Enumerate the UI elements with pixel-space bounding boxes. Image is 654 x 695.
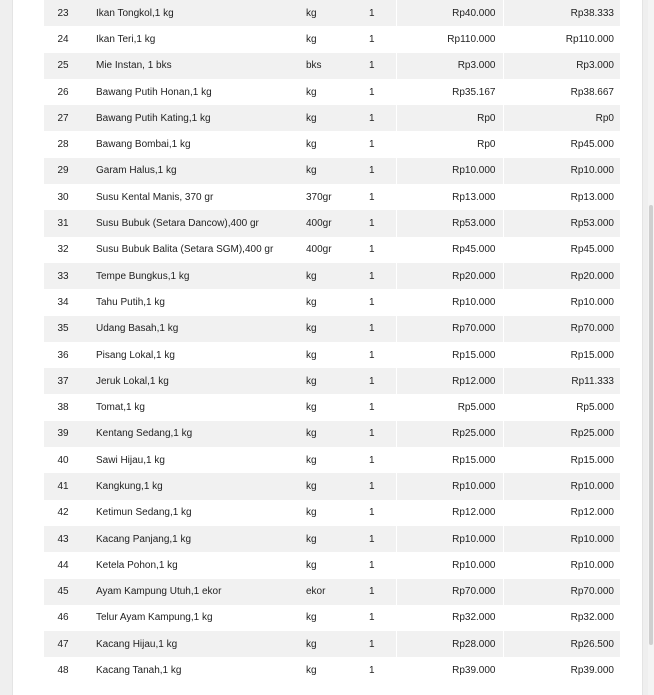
item-quantity: 1 [368,296,375,308]
item-quantity: 1 [368,507,375,519]
price-second: Rp10.000 [503,473,620,499]
scrollbar-thumb[interactable] [649,205,653,645]
item-name: Susu Bubuk (Setara Dancow),400 gr [82,210,304,236]
row-number: 45 [44,579,82,605]
price-table [44,0,620,684]
item-quantity: 1 [348,526,396,552]
table-row [44,316,620,342]
item-name: Kacang Panjang,1 kg [82,526,304,552]
item-name: Susu Bubuk Balita (Setara SGM),400 gr [96,244,274,256]
item-quantity: 1 [368,349,375,361]
table-row [44,237,620,263]
price-second: Rp70.000 [503,579,620,605]
table-row [44,79,620,105]
item-name: Udang Basah,1 kg [82,316,304,342]
price-second: Rp10.000 [503,158,620,184]
item-unit: 400gr [306,244,332,256]
price-second: Rp25.000 [503,421,620,447]
price-second: Rp45.000 [503,237,620,263]
item-quantity: 1 [368,665,375,677]
item-quantity: 1 [348,0,396,26]
price-first: Rp12.000 [396,368,503,394]
price-first: Rp35.167 [396,79,503,105]
item-quantity: 1 [348,263,396,289]
table-row [44,263,620,289]
table-row [44,473,620,499]
item-unit: kg [306,454,317,466]
price-second: Rp3.000 [503,53,620,79]
price-second: Rp15.000 [503,447,620,473]
price-second: Rp0 [503,105,620,131]
price-first: Rp32.000 [396,605,503,631]
item-unit: kg [306,33,317,45]
item-name: Ketimun Sedang,1 kg [96,507,192,519]
row-number: 46 [57,612,69,624]
table-row [44,0,620,26]
table-row [44,26,620,52]
item-quantity: 1 [368,612,375,624]
table-row [44,631,620,657]
item-quantity: 1 [348,473,396,499]
item-unit: kg [306,86,317,98]
item-name: Ikan Tongkol,1 kg [82,0,304,26]
row-number: 36 [57,349,69,361]
item-quantity: 1 [348,316,396,342]
item-name: Mie Instan, 1 bks [82,53,304,79]
price-second: Rp13.000 [503,184,620,210]
item-unit: bks [304,53,348,79]
table-row [44,289,620,315]
item-quantity: 1 [368,33,375,45]
price-second: Rp10.000 [503,289,620,315]
price-first: Rp3.000 [396,53,503,79]
item-unit: kg [304,526,348,552]
vertical-scrollbar[interactable] [648,0,654,695]
table-row [44,394,620,420]
price-second: Rp5.000 [503,394,620,420]
row-number: 30 [57,191,69,203]
price-second: Rp53.000 [503,210,620,236]
item-quantity: 1 [368,244,375,256]
item-unit: kg [304,421,348,447]
item-unit: kg [306,559,317,571]
item-name: Susu Kental Manis, 370 gr [96,191,214,203]
price-second: Rp15.000 [503,342,620,368]
item-quantity: 1 [348,210,396,236]
item-unit: kg [306,139,317,151]
row-number: 41 [44,473,82,499]
row-number: 25 [44,53,82,79]
item-name: Sawi Hijau,1 kg [96,454,165,466]
row-number: 47 [44,631,82,657]
row-number: 24 [57,33,69,45]
price-first: Rp10.000 [396,526,503,552]
row-number: 37 [44,368,82,394]
item-name: Pisang Lokal,1 kg [96,349,175,361]
table-row [44,579,620,605]
item-quantity: 1 [368,191,375,203]
item-name: Ikan Teri,1 kg [96,33,156,45]
row-number: 44 [57,559,69,571]
row-number: 32 [57,244,69,256]
table-row [44,552,620,578]
price-first: Rp53.000 [396,210,503,236]
item-unit: 370gr [306,191,332,203]
item-unit: kg [304,0,348,26]
item-unit: kg [304,473,348,499]
price-second: Rp20.000 [503,263,620,289]
price-first: Rp25.000 [396,421,503,447]
table-row [44,526,620,552]
item-name: Jeruk Lokal,1 kg [82,368,304,394]
price-first: Rp20.000 [396,263,503,289]
item-name: Ayam Kampung Utuh,1 ekor [82,579,304,605]
table-row [44,184,620,210]
table-row [44,447,620,473]
price-first: Rp28.000 [396,631,503,657]
price-first: Rp13.000 [396,184,503,210]
item-unit: kg [306,665,317,677]
row-number: 48 [57,665,69,677]
item-quantity: 1 [348,368,396,394]
price-second: Rp70.000 [503,316,620,342]
item-unit: kg [306,507,317,519]
price-second: Rp10.000 [503,552,620,578]
table-row [44,421,620,447]
item-quantity: 1 [348,105,396,131]
item-quantity: 1 [368,559,375,571]
item-name: Tahu Putih,1 kg [96,296,165,308]
table-row [44,368,620,394]
price-first: Rp15.000 [396,447,503,473]
table-row [44,131,620,157]
price-table-body [44,0,620,684]
price-second: Rp12.000 [503,500,620,526]
price-first: Rp0 [396,105,503,131]
price-second: Rp45.000 [503,131,620,157]
item-unit: kg [304,316,348,342]
item-quantity: 1 [368,86,375,98]
item-name: Garam Halus,1 kg [82,158,304,184]
item-name: Bawang Putih Honan,1 kg [96,86,212,98]
item-unit: kg [304,368,348,394]
price-second: Rp32.000 [503,605,620,631]
item-name: Bawang Bombai,1 kg [96,139,191,151]
row-number: 31 [44,210,82,236]
item-unit: kg [306,349,317,361]
row-number: 43 [44,526,82,552]
row-number: 26 [57,86,69,98]
item-unit: kg [304,105,348,131]
item-quantity: 1 [348,53,396,79]
table-row [44,500,620,526]
price-second: Rp38.667 [503,79,620,105]
price-second: Rp26.500 [503,631,620,657]
document-page [12,0,643,695]
item-name: Telur Ayam Kampung,1 kg [96,612,213,624]
price-first: Rp110.000 [396,26,503,52]
price-first: Rp70.000 [396,316,503,342]
row-number: 29 [44,158,82,184]
price-first: Rp70.000 [396,579,503,605]
row-number: 28 [57,139,69,151]
price-first: Rp40.000 [396,0,503,26]
item-name: Bawang Putih Kating,1 kg [82,105,304,131]
price-first: Rp10.000 [396,158,503,184]
row-number: 33 [44,263,82,289]
price-first: Rp10.000 [396,289,503,315]
price-second: Rp10.000 [503,526,620,552]
item-name: Kacang Hijau,1 kg [82,631,304,657]
item-unit: kg [306,402,317,414]
item-unit: kg [306,612,317,624]
table-row [44,53,620,79]
item-name: Kacang Tanah,1 kg [96,665,182,677]
table-row [44,342,620,368]
item-quantity: 1 [348,158,396,184]
table-row [44,605,620,631]
row-number: 27 [44,105,82,131]
price-second: Rp38.333 [503,0,620,26]
row-number: 42 [57,507,69,519]
price-first: Rp39.000 [396,657,503,683]
item-unit: kg [306,296,317,308]
row-number: 39 [44,421,82,447]
table-row [44,657,620,683]
item-name: Kentang Sedang,1 kg [82,421,304,447]
item-unit: kg [304,631,348,657]
item-name: Tomat,1 kg [96,402,145,414]
price-first: Rp15.000 [396,342,503,368]
table-row [44,158,620,184]
price-first: Rp10.000 [396,552,503,578]
item-quantity: 1 [348,631,396,657]
item-name: Ketela Pohon,1 kg [96,559,178,571]
item-quantity: 1 [368,402,375,414]
row-number: 23 [44,0,82,26]
price-second: Rp110.000 [503,26,620,52]
item-quantity: 1 [348,579,396,605]
row-number: 40 [57,454,69,466]
price-first: Rp45.000 [396,237,503,263]
row-number: 34 [57,296,69,308]
row-number: 38 [57,402,69,414]
price-first: Rp0 [396,131,503,157]
row-number: 35 [44,316,82,342]
price-second: Rp11.333 [503,368,620,394]
item-unit: 400gr [304,210,348,236]
item-name: Tempe Bungkus,1 kg [82,263,304,289]
price-second: Rp39.000 [503,657,620,683]
table-row [44,210,620,236]
item-name: Kangkung,1 kg [82,473,304,499]
item-quantity: 1 [368,139,375,151]
price-first: Rp10.000 [396,473,503,499]
item-unit: kg [304,263,348,289]
item-unit: kg [304,158,348,184]
item-quantity: 1 [368,454,375,466]
table-row [44,105,620,131]
item-unit: ekor [304,579,348,605]
price-first: Rp12.000 [396,500,503,526]
item-quantity: 1 [348,421,396,447]
price-first: Rp5.000 [396,394,503,420]
